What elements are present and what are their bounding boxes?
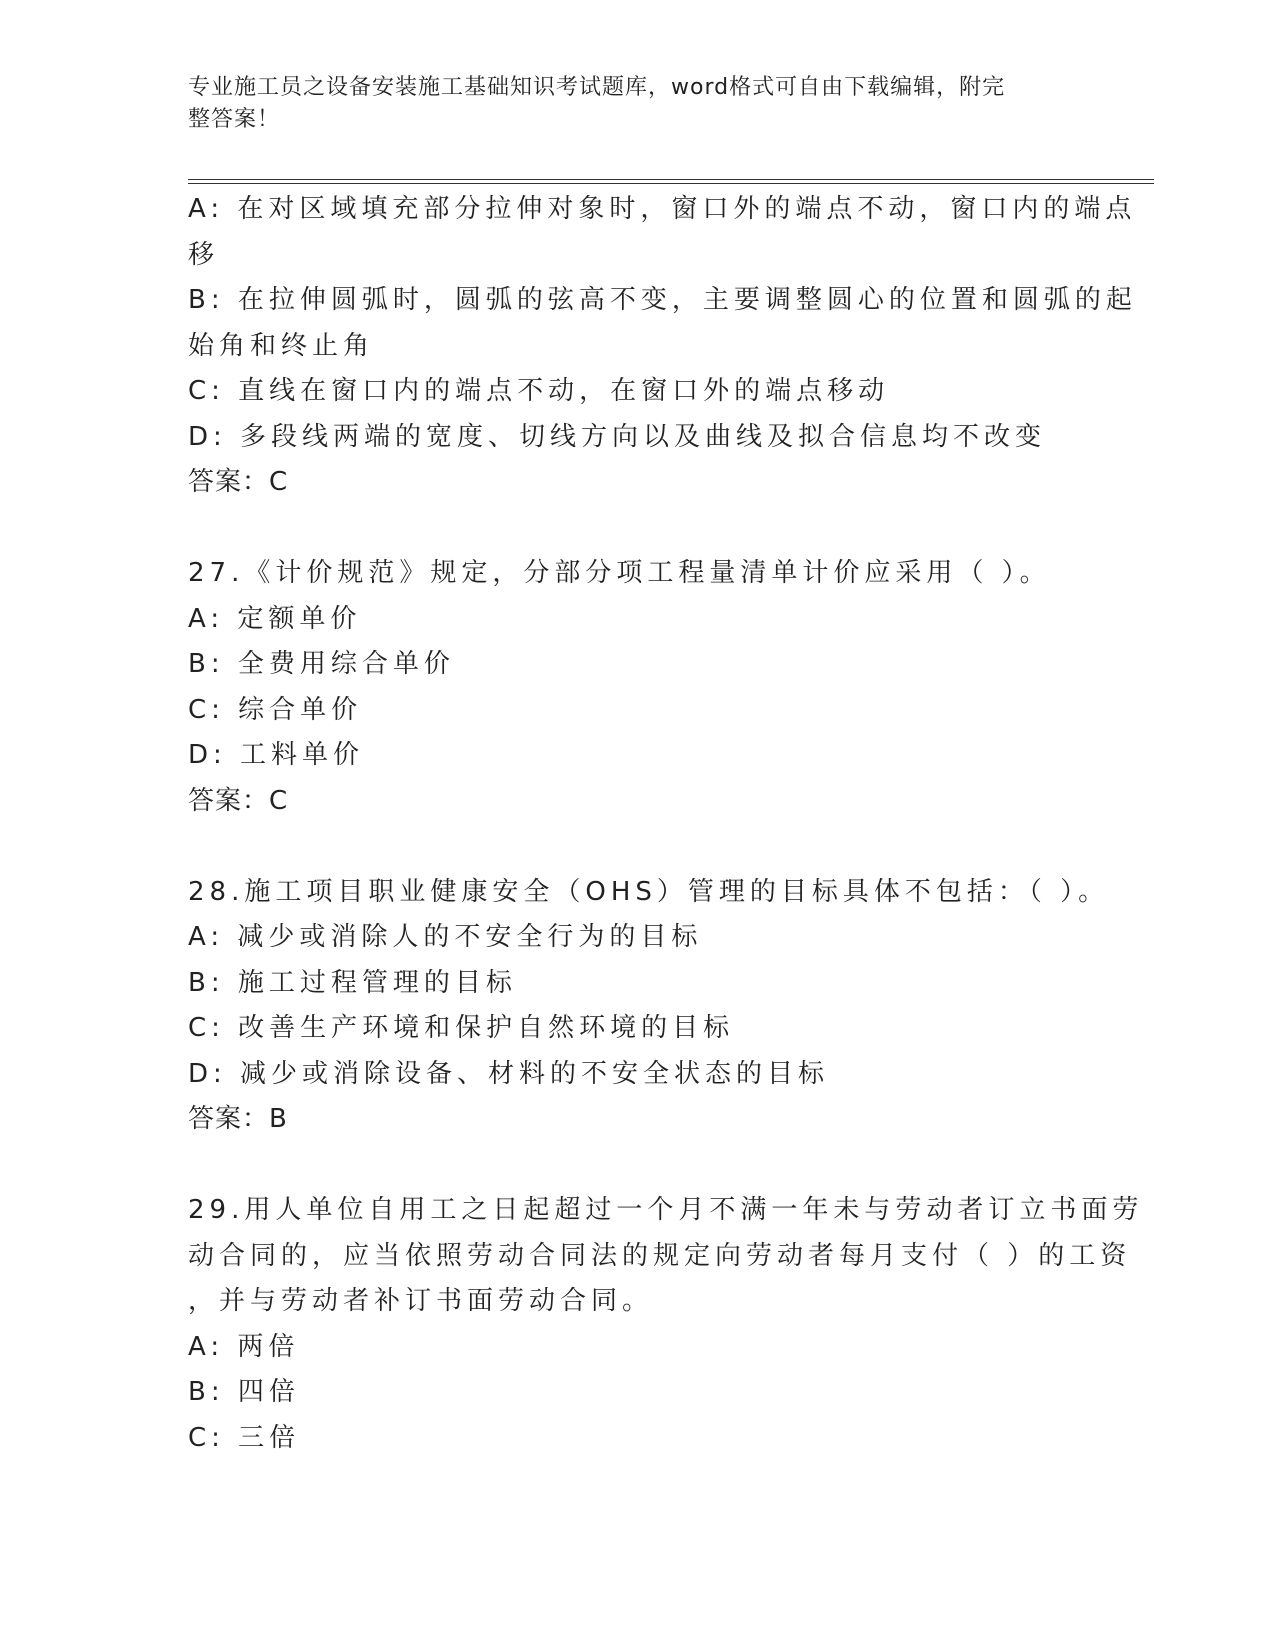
q29-option-c: C: 三倍 [188, 1422, 301, 1453]
header-title-continuation: 整答案！ [188, 107, 281, 132]
q27-answer: 答案：C [188, 785, 289, 816]
spacer [188, 506, 1088, 552]
q26-option-d: D: 多段线两端的宽度、切线方向以及曲线及拟合信息均不改变 [188, 421, 1047, 452]
q26-option-a-line1: A: 在对区域填充部分拉伸对象时，窗口外的端点不动，窗口内的端点 [188, 194, 1137, 224]
question-26-block [188, 187, 1137, 506]
q29-option-b: B: 四倍 [188, 1377, 300, 1407]
header-title: 专业施工员之设备安装施工基础知识考试题库，word格式可自由下载编辑，附完 [188, 75, 1006, 100]
spacer [188, 824, 1088, 870]
q26-option-c: C: 直线在窗口内的端点不动，在窗口外的端点移动 [188, 376, 890, 406]
q26-option-a-line2: 移 [188, 239, 220, 270]
q28-answer: 答案：B [188, 1104, 288, 1134]
q26-option-b-line2: 始角和终止角 [188, 330, 375, 361]
q26-option-b-line1: B: 在拉伸圆弧时，圆弧的弦高不变，主要调整圆心的位置和圆弧的起 [188, 285, 1137, 315]
header-divider-bottom [188, 183, 1154, 184]
document-header [188, 72, 1068, 136]
q29-question-line3: ，并与劳动者补订书面劳动合同。 [188, 1286, 654, 1316]
q27-option-a: A: 定额单价 [188, 603, 362, 634]
q27-option-c: C: 综合单价 [188, 694, 363, 725]
q28-option-b: B: 施工过程管理的目标 [188, 967, 517, 998]
q26-answer: 答案：C [188, 467, 289, 497]
question-28-block [188, 870, 1110, 1143]
q27-option-b: B: 全费用综合单价 [188, 649, 455, 679]
q28-question: 28.施工项目职业健康安全（OHS）管理的目标具体不包括：（ ）。 [188, 876, 1110, 907]
q27-option-d: D: 工料单价 [188, 740, 365, 770]
q27-question: 27.《计价规范》规定，分部分项工程量清单计价应采用（ ）。 [188, 558, 1051, 588]
q28-option-c: C: 改善生产环境和保护自然环境的目标 [188, 1013, 735, 1043]
q29-question-line2: 动合同的，应当依照劳动合同法的规定向劳动者每月支付（ ）的工资 [188, 1240, 1132, 1271]
question-27-block [188, 551, 1088, 824]
header-divider-top [188, 179, 1154, 180]
question-content [188, 187, 1144, 1461]
q29-question-line1: 29.用人单位自用工之日起超过一个月不满一年未与劳动者订立书面劳 [188, 1195, 1144, 1225]
q29-option-a: A: 两倍 [188, 1331, 300, 1362]
q28-option-d: D: 减少或消除设备、材料的不安全状态的目标 [188, 1058, 830, 1089]
question-29-block [188, 1188, 1144, 1461]
spacer [188, 1143, 1088, 1189]
q28-option-a: A: 减少或消除人的不安全行为的目标 [188, 922, 703, 952]
